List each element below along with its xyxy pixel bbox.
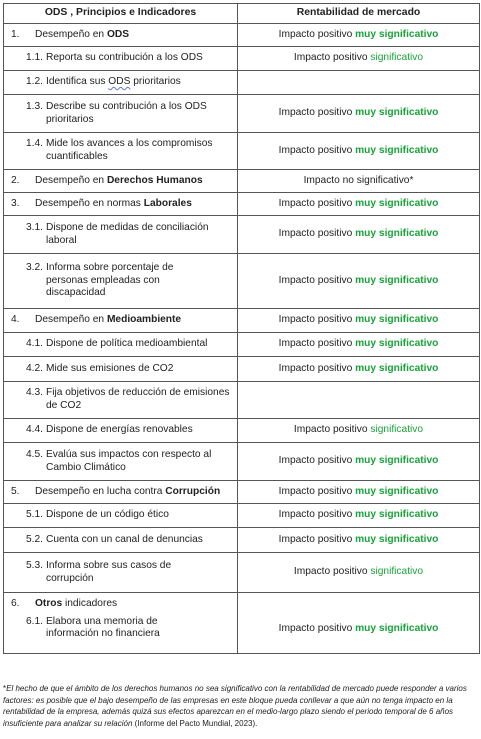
impact-cell: Impacto positivo muy significativo xyxy=(238,133,480,170)
row-label: Fija objetivos de reducción de emisiones de CO2 xyxy=(46,387,230,411)
impact-cell: Impacto positivo muy significativo xyxy=(238,216,480,254)
row-label: Describe su contribución a los ODS prioritarios xyxy=(46,100,207,125)
table-header-row xyxy=(4,4,480,24)
table-row: 4.3. Fija objetivos de reducción de emisiones de CO2 xyxy=(4,382,480,419)
row-label: Elabora una memoria de información no financiera xyxy=(46,615,160,640)
impact-cell: Impacto positivo muy significativo xyxy=(238,333,480,357)
row-label: Desempeño en Medioambiente xyxy=(35,314,182,326)
row-label: Otros indicadores xyxy=(35,598,118,609)
table-row: 6. Otros indicadores 6.1. Elabora una memoria de información no financiera Impacto positivo muy significativo xyxy=(4,593,480,654)
table-row xyxy=(4,309,480,333)
table-row xyxy=(4,24,480,47)
row-label: Desempeño en normas Laborales xyxy=(35,197,192,209)
table-row xyxy=(4,170,480,193)
row-number: 4. xyxy=(11,314,20,326)
table-row: 3.2. Informa sobre porcentaje de personas empleadas con discapacidad Impacto positivo muy significativo xyxy=(4,254,480,309)
row-label: Dispone de política medioambiental xyxy=(46,338,208,350)
impact-cell: Impacto positivo muy significativo xyxy=(238,593,480,654)
table-row: 4.2. Mide sus emisiones de CO2 Impacto positivo muy significativo xyxy=(4,357,480,382)
table-row: 4.5. Evalúa sus impactos con respecto al Cambio Climático Impacto positivo muy significativo xyxy=(4,443,480,481)
row-label: Desempeño en Derechos Humanos xyxy=(35,174,203,186)
table-row: 1.2. Identifica sus ODS prioritarios xyxy=(4,71,480,95)
ods-rentabilidad-table xyxy=(3,3,480,654)
row-label: Informa sobre sus casos de corrupción xyxy=(46,559,172,584)
row-label: Dispone de un código ético xyxy=(46,509,169,521)
row-number: 5. xyxy=(11,485,20,497)
impact-cell: Impacto positivo muy significativo xyxy=(238,528,480,553)
row-number: 2. xyxy=(11,174,20,186)
impact-cell: Impacto positivo significativo xyxy=(238,47,480,71)
table-row: 1.1. Reporta su contribución a los ODS Impacto positivo significativo xyxy=(4,47,480,71)
table-row: 5.2. Cuenta con un canal de denuncias Impacto positivo muy significativo xyxy=(4,528,480,553)
impact-cell-empty xyxy=(238,382,480,419)
table-row: 1.4. Mide los avances a los compromisos cuantificables Impacto positivo muy significativo xyxy=(4,133,480,170)
row-label: Informa sobre porcentaje de personas empleadas con discapacidad xyxy=(46,262,174,299)
table-row xyxy=(4,193,480,216)
impact-cell: Impacto positivo significativo xyxy=(238,419,480,443)
impact-cell: Impacto positivo muy significativo xyxy=(238,481,480,504)
impact-cell: Impacto no significativo* xyxy=(238,170,480,193)
impact-cell: Impacto positivo muy significativo xyxy=(238,24,480,47)
row-label: Evalúa sus impactos con respecto al Cambio Climático xyxy=(46,448,212,473)
row-label: Identifica sus ODS prioritarios xyxy=(46,76,181,88)
impact-cell: Impacto positivo muy significativo xyxy=(238,193,480,216)
row-label: Dispone de medidas de conciliación laboral xyxy=(46,221,209,246)
table-row xyxy=(4,481,480,504)
row-label: Desempeño en lucha contra Corrupción xyxy=(35,485,221,497)
table-row: 5.1. Dispone de un código ético Impacto positivo muy significativo xyxy=(4,504,480,528)
impact-cell: Impacto positivo muy significativo xyxy=(238,504,480,528)
impact-cell: Impacto positivo muy significativo xyxy=(238,254,480,309)
row-number: 6. xyxy=(11,598,20,609)
row-label: Mide los avances a los compromisos cuantificables xyxy=(46,138,213,162)
table-row: 5.3. Informa sobre sus casos de corrupción Impacto positivo significativo xyxy=(4,553,480,593)
impact-cell: Impacto positivo muy significativo xyxy=(238,357,480,382)
impact-cell: Impacto positivo muy significativo xyxy=(238,443,480,481)
row-label: Reporta su contribución a los ODS xyxy=(46,52,203,64)
impact-cell: Impacto positivo muy significativo xyxy=(238,95,480,133)
header-indicadores: ODS , Principios e Indicadores xyxy=(4,4,238,24)
table-row: 3.1. Dispone de medidas de conciliación laboral Impacto positivo muy significativo xyxy=(4,216,480,254)
impact-cell-empty xyxy=(238,71,480,95)
impact-cell: Impacto positivo muy significativo xyxy=(238,309,480,333)
row-number: 3. xyxy=(11,197,20,209)
row-label: Desempeño en ODS xyxy=(35,28,130,40)
header-rentabilidad: Rentabilidad de mercado xyxy=(238,4,480,24)
row-label: Cuenta con un canal de denuncias xyxy=(46,533,203,545)
footnote: *El hecho de que el ámbito de los derechos humanos no sea significativo con la rentabilidad de mercado puede responder a varios factores: es posible que el bajo desempeño de las empresas en este bloque pueda conllevar a que aún no tenga impacto en la rentabilidad de la empresa, además quizá sus efectos aparezcan en el medio-largo plazo siendo el periodo temporal de 6 años insuficiente para analizar su relación (Informe del Pacto Mundial, 2023). xyxy=(3,684,467,728)
table-row: 1.3. Describe su contribución a los ODS prioritarios Impacto positivo muy significativo xyxy=(4,95,480,133)
row-number: 1. xyxy=(11,28,20,40)
impact-cell: Impacto positivo significativo xyxy=(238,553,480,593)
row-label: Mide sus emisiones de CO2 xyxy=(46,362,174,374)
footnote-text: El hecho de que el ámbito de los derechos humanos no sea significativo con la rentabilidad de mercado puede responder a varios factores: es posible que el bajo desempeño de las empresas en este bloque pueda conllevar a que aún no tenga impacto en la rentabilidad de la empresa, además quizá sus efectos aparezcan en el medio-largo plazo siendo el periodo temporal de 6 años insuficiente para analizar su relación xyxy=(3,684,467,728)
footnote-citation: (Informe del Pacto Mundial, 2023). xyxy=(132,718,258,728)
table-row: 4.1. Dispone de política medioambiental Impacto positivo muy significativo xyxy=(4,333,480,357)
row-label: Dispone de energías renovables xyxy=(46,424,193,436)
table-row: 4.4. Dispone de energías renovables Impacto positivo significativo xyxy=(4,419,480,443)
